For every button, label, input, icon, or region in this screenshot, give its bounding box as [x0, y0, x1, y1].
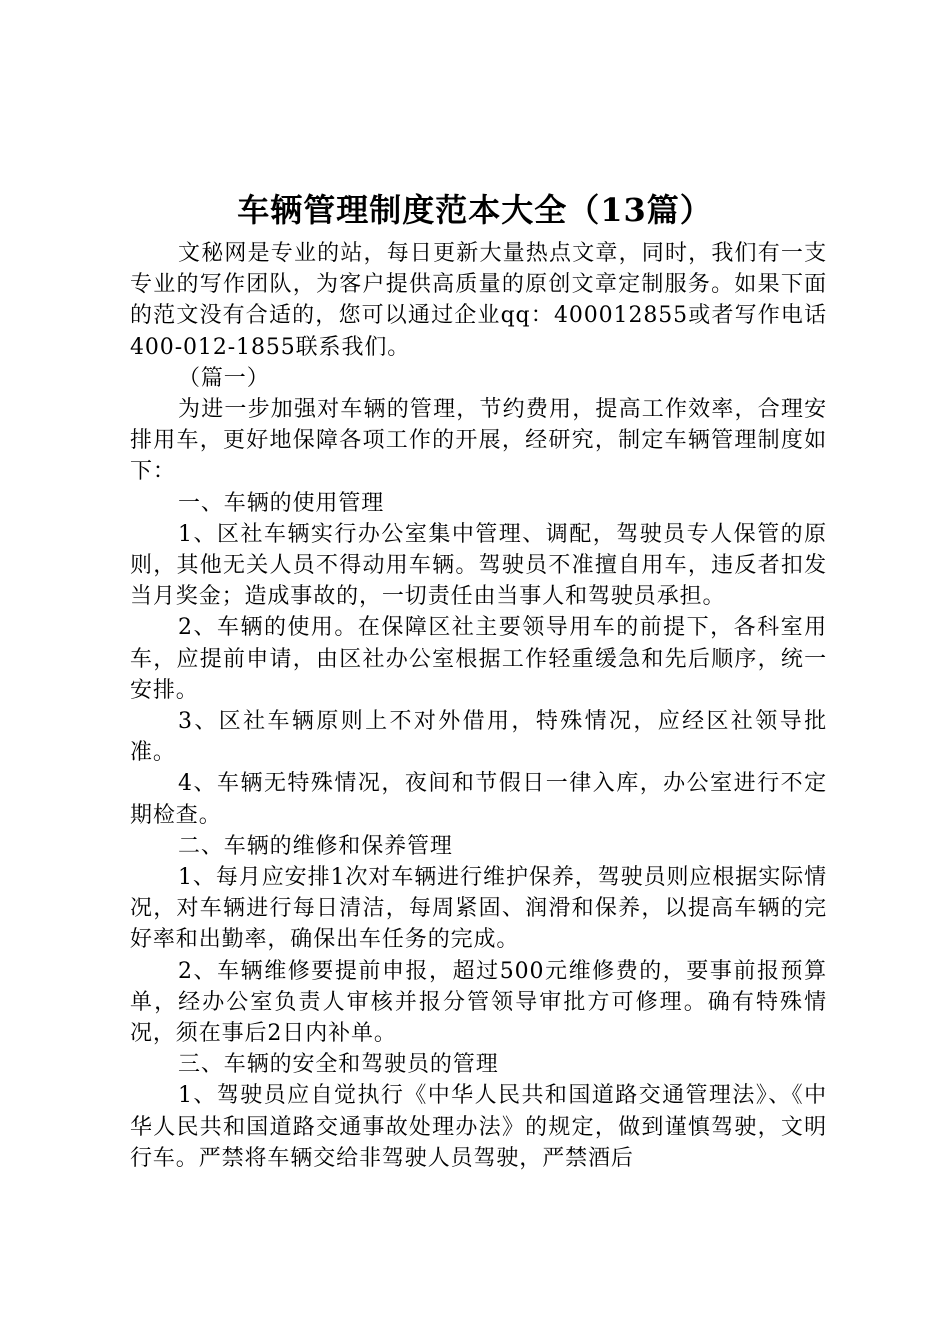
list-item: 1、驾驶员应自觉执行《中华人民共和国道路交通管理法》、《中华人民共和国道路交通事故处理办法》的规定，做到谨慎驾驶，文明行车。严禁将车辆交给非驾驶人员驾驶，严禁酒后	[130, 1083, 827, 1171]
list-item: 1、区社车辆实行办公室集中管理、调配，驾驶员专人保管的原则，其他无关人员不得动用车辆。驾驶员不准擅自用车，违反者扣发当月奖金；造成事故的，一切责任由当事人和驾驶员承担。	[130, 521, 827, 610]
list-item: 2、车辆的使用。在保障区社主要领导用车的前提下，各科室用车，应提前申请，由区社办公室根据工作轻重缓急和先后顺序，统一安排。	[130, 615, 827, 703]
list-item: 2、车辆维修要提前申报，超过500元维修费的，要事前报预算单，经办公室负责人审核并报分管领导审批方可修理。确有特殊情况，须在事后2日内补单。	[130, 958, 827, 1047]
intro-paragraph: 文秘网是专业的站，每日更新大量热点文章，同时，我们有一支专业的写作团队，为客户提供高质量的原创文章定制服务。如果下面的范文没有合适的，您可以通过企业qq：400012855或者写作电话400-012-1855联系我们。	[130, 241, 827, 360]
section-heading: 三、车辆的安全和驾驶员的管理	[178, 1052, 499, 1078]
list-item: 4、车辆无特殊情况，夜间和节假日一律入库，办公室进行不定期检查。	[130, 771, 827, 828]
section-heading: 二、车辆的维修和保养管理	[178, 833, 453, 859]
list-item: 3、区社车辆原则上不对外借用，特殊情况，应经区社领导批准。	[130, 709, 827, 766]
document-body	[130, 238, 827, 1174]
section-marker: （篇一）	[178, 365, 270, 391]
document-title: 车辆管理制度范本大全（13篇）	[237, 191, 713, 229]
section-heading: 一、车辆的使用管理	[178, 490, 385, 516]
body-paragraph: 为进一步加强对车辆的管理，节约费用，提高工作效率，合理安排用车，更好地保障各项工作的开展，经研究，制定车辆管理制度如下：	[130, 397, 827, 485]
list-item: 1、每月应安排1次对车辆进行维护保养，驾驶员则应根据实际情况，对车辆进行每日清洁，每周紧固、润滑和保养，以提高车辆的完好率和出勤率，确保出车任务的完成。	[130, 865, 827, 953]
